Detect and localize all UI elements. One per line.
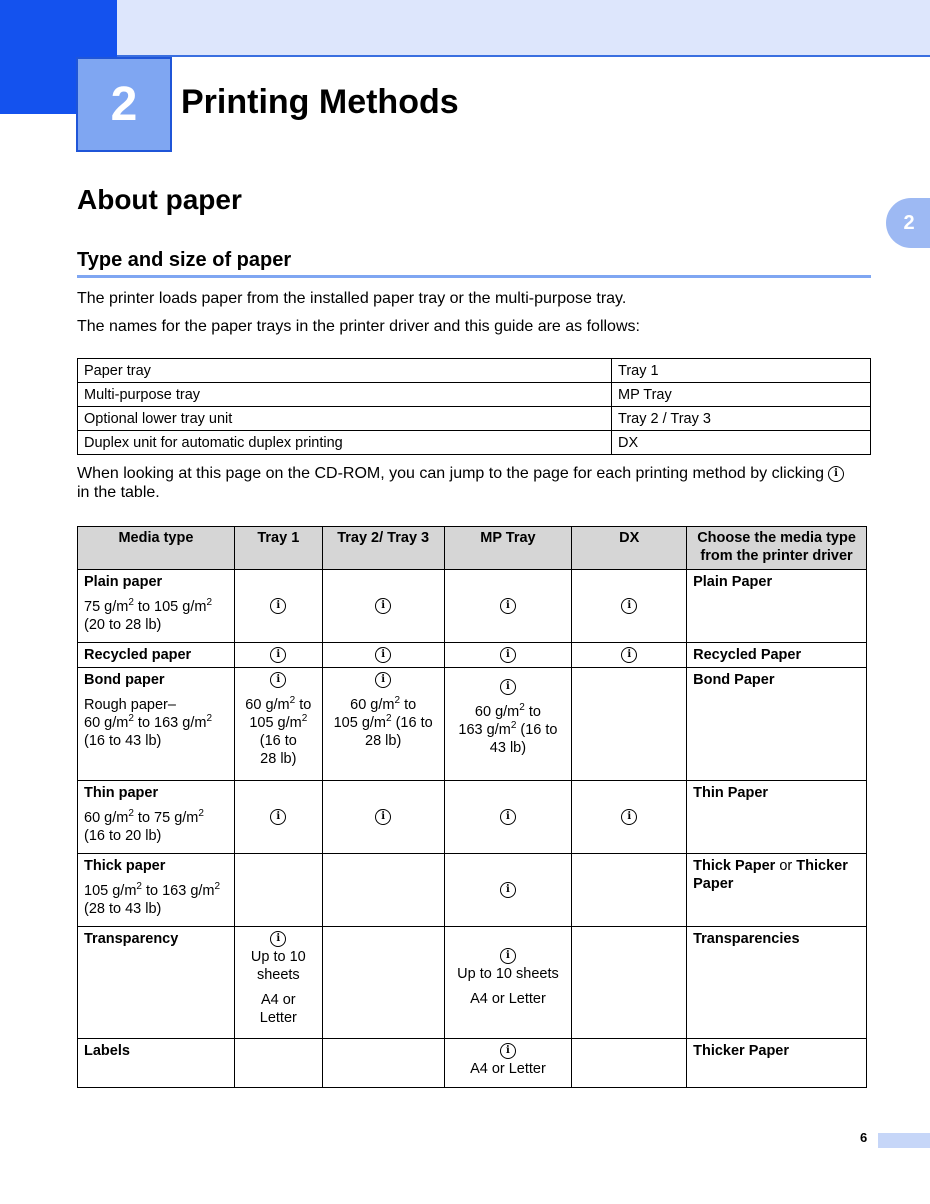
header-tray23: Tray 2/ Tray 3	[322, 527, 444, 570]
info-link-icon[interactable]: i	[500, 647, 516, 663]
info-link-icon[interactable]: i	[375, 598, 391, 614]
tray23-cell	[322, 854, 444, 927]
info-link-icon[interactable]: i	[500, 948, 516, 964]
tray1-cell[interactable]: i 60 $g/m^2$ to 105 $g/m^2$ (16 to 28 lb)	[234, 668, 322, 781]
media-weight-lb: (16 to 20 lb)	[84, 828, 162, 844]
table-row	[78, 927, 867, 1039]
media-type-cell: Labels	[78, 1039, 235, 1088]
tray-code-cell: Tray 1	[612, 359, 871, 383]
info-link-icon[interactable]: i	[621, 809, 637, 825]
mp-tray-cell[interactable]	[444, 781, 572, 854]
dx-cell[interactable]	[572, 643, 687, 668]
table-row	[78, 407, 871, 431]
dx-cell	[572, 668, 687, 781]
tray1-cell[interactable]	[234, 643, 322, 668]
cd-rom-note-text: When looking at this page on the CD-ROM, you can jump to the page for each printing method by clicking	[77, 465, 825, 482]
tray23-cell	[322, 927, 444, 1039]
media-desc: Rough paper–	[84, 697, 176, 713]
cd-rom-note-text-end: in the table.	[77, 484, 160, 501]
info-link-icon[interactable]: i	[375, 672, 391, 688]
info-link-icon: i	[828, 466, 844, 482]
info-link-icon[interactable]: i	[500, 1043, 516, 1059]
tray23-cell[interactable]	[322, 643, 444, 668]
subsection-title: Type and size of paper	[77, 249, 292, 271]
info-link-icon[interactable]: i	[500, 679, 516, 695]
info-link-icon[interactable]: i	[375, 647, 391, 663]
media-weight: 75 $g/m^2$ to 105 $g/m^2$	[84, 597, 213, 615]
header-mp-tray: MP Tray	[444, 527, 572, 570]
tray23-cell[interactable]	[322, 570, 444, 643]
tray-code-cell: MP Tray	[612, 383, 871, 407]
media-type-cell	[78, 570, 235, 643]
mp-tray-cell[interactable]	[444, 570, 572, 643]
table-row	[78, 854, 867, 927]
dx-cell	[572, 854, 687, 927]
tray-name-cell: Paper tray	[78, 359, 612, 383]
tray-names-table	[77, 358, 871, 455]
mp-tray-cell[interactable]: i Up to 10 sheets A4 or Letter	[444, 927, 572, 1039]
driver-media-cell: Plain Paper	[687, 570, 867, 643]
driver-media-cell: Thin Paper	[687, 781, 867, 854]
info-link-icon[interactable]: i	[375, 809, 391, 825]
driver-media-cell: Transparencies	[687, 927, 867, 1039]
header-band	[0, 0, 930, 57]
tray-code-cell: Tray 2 / Tray 3	[612, 407, 871, 431]
driver-media-cell: Bond Paper	[687, 668, 867, 781]
media-type-cell: Transparency	[78, 927, 235, 1039]
tray1-cell[interactable]: i Up to 10 sheets A4 or Letter	[234, 927, 322, 1039]
mp-tray-cell[interactable]	[444, 643, 572, 668]
header-tray1: Tray 1	[234, 527, 322, 570]
info-link-icon[interactable]: i	[621, 647, 637, 663]
media-weight-lb: (28 to 43 lb)	[84, 901, 162, 917]
dx-cell	[572, 1039, 687, 1088]
info-link-icon[interactable]: i	[270, 647, 286, 663]
tray-name-cell: Duplex unit for automatic duplex printing	[78, 431, 612, 455]
tray-code-cell: DX	[612, 431, 871, 455]
section-title: About paper	[77, 184, 242, 215]
tray1-cell	[234, 854, 322, 927]
subsection-rule	[77, 275, 871, 278]
info-link-icon[interactable]: i	[270, 931, 286, 947]
header-driver-media: Choose the media type from the printer driver	[687, 527, 867, 570]
mp-tray-cell[interactable]: i 60 $g/m^2$ to 163 $g/m^2$ (16 to 43 lb)	[444, 668, 572, 781]
media-weight-lb: (20 to 28 lb)	[84, 617, 162, 633]
chapter-side-tab[interactable]: 2	[886, 198, 930, 248]
info-link-icon[interactable]: i	[270, 809, 286, 825]
media-type-cell	[78, 781, 235, 854]
mp-tray-cell[interactable]	[444, 854, 572, 927]
dx-cell[interactable]	[572, 781, 687, 854]
driver-media-cell: Thick Paper or Thicker Paper	[687, 854, 867, 927]
table-row	[78, 1039, 867, 1088]
info-link-icon[interactable]: i	[621, 598, 637, 614]
tray1-cell[interactable]	[234, 570, 322, 643]
info-link-icon[interactable]: i	[500, 598, 516, 614]
driver-media-cell: Thicker Paper	[687, 1039, 867, 1088]
intro-paragraph-1: The printer loads paper from the installed paper tray or the multi-purpose tray.	[77, 290, 627, 307]
media-type-cell	[78, 668, 235, 781]
media-weight: 60 $g/m^2$ to 163 $g/m^2$	[84, 713, 213, 731]
table-row	[78, 643, 867, 668]
media-weight: 60 $g/m^2$ to 75 $g/m^2$	[84, 808, 204, 826]
media-type-cell	[78, 854, 235, 927]
tray23-cell	[322, 1039, 444, 1088]
header-media-type: Media type	[78, 527, 235, 570]
cd-rom-note	[77, 464, 877, 502]
table-row	[78, 570, 867, 643]
tray-name-cell: Optional lower tray unit	[78, 407, 612, 431]
media-name: Bond paper	[84, 672, 165, 688]
table-row	[78, 383, 871, 407]
table-header-row	[78, 527, 867, 570]
dx-cell	[572, 927, 687, 1039]
driver-media-cell: Recycled Paper	[687, 643, 867, 668]
tray-name-cell: Multi-purpose tray	[78, 383, 612, 407]
table-row	[78, 359, 871, 383]
dx-cell[interactable]	[572, 570, 687, 643]
table-row	[78, 781, 867, 854]
media-name: Plain paper	[84, 574, 163, 590]
page-number: 6	[860, 1130, 868, 1145]
table-row	[78, 431, 871, 455]
media-name: Thick paper	[84, 858, 166, 874]
tray23-cell[interactable]: i 60 $g/m^2$ to 105 $g/m^2$ (16 to 28 lb)	[322, 668, 444, 781]
chapter-number: 2	[110, 78, 138, 131]
footer-bar	[878, 1133, 930, 1148]
media-weight: 105 $g/m^2$ to 163 $g/m^2$	[84, 881, 221, 899]
mp-tray-cell[interactable]: i A4 or Letter	[444, 1039, 572, 1088]
chapter-number-box	[76, 57, 172, 152]
table-row	[78, 668, 867, 781]
header-dx: DX	[572, 527, 687, 570]
media-type-cell: Recycled paper	[78, 643, 235, 668]
intro-paragraph-2: The names for the paper trays in the printer driver and this guide are as follows:	[77, 318, 640, 335]
tray23-cell[interactable]	[322, 781, 444, 854]
media-type-table	[77, 526, 867, 1088]
media-weight-lb: (16 to 43 lb)	[84, 733, 162, 749]
info-link-icon[interactable]: i	[270, 672, 286, 688]
tray1-cell[interactable]	[234, 781, 322, 854]
info-link-icon[interactable]: i	[500, 809, 516, 825]
chapter-title: Printing Methods	[181, 83, 459, 121]
info-link-icon[interactable]: i	[270, 598, 286, 614]
tray1-cell	[234, 1039, 322, 1088]
info-link-icon[interactable]: i	[500, 882, 516, 898]
media-name: Thin paper	[84, 785, 159, 801]
